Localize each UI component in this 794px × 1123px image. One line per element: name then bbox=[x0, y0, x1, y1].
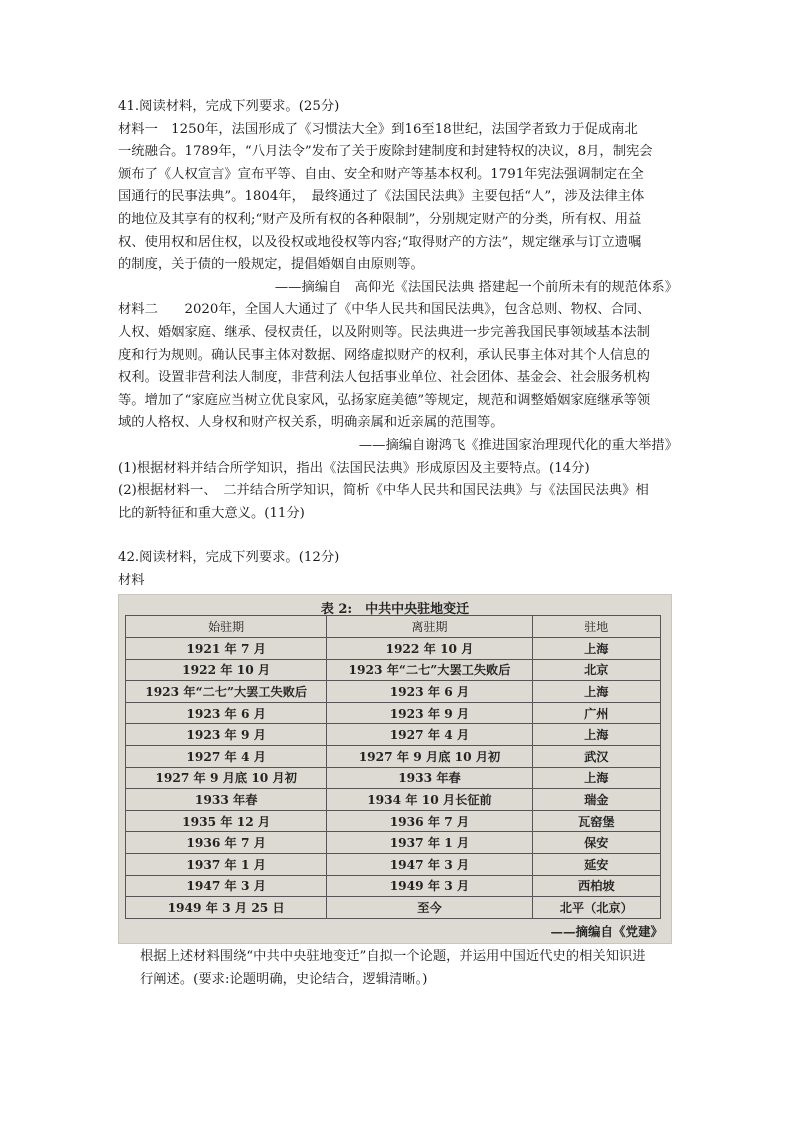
q42-heading: 42.阅读材料，完成下列要求。(12分) bbox=[118, 550, 340, 566]
col-header-location: 驻地 bbox=[532, 616, 660, 638]
cell-start: 1933 年春 bbox=[126, 789, 327, 811]
q41-material1-line: 颁布了《人权宣言》宣布平等、自由、安全和财产等基本权利。1791年宪法强调制定在全 bbox=[118, 166, 644, 182]
q41-heading: 41.阅读材料，完成下列要求。(25分) bbox=[118, 99, 340, 114]
cell-start: 1927 年 9 月底 10 月初 bbox=[126, 767, 327, 789]
cell-location: 北平（北京） bbox=[532, 897, 660, 919]
q41-question-1: (1)根据材料并结合所学知识，指出《法国民法典》形成原因及主要特点。(14分) bbox=[118, 460, 590, 476]
table-row bbox=[126, 659, 661, 681]
q41-material2-line: 域的人格权、人身权和财产权关系，明确亲属和近亲属的范围等。 bbox=[118, 415, 504, 431]
q41-material1-line: 的地位及其享有的权利;“财产及所有权的各种限制”，分别规定财产的分类，所有权、用益 bbox=[118, 211, 642, 227]
cell-location: 西柏坡 bbox=[532, 875, 660, 897]
q41-question-2: (2)根据材料一、 二并结合所学知识，简析《中华人民共和国民法典》与《法国民法典》相 bbox=[118, 483, 649, 499]
table-row bbox=[126, 832, 661, 854]
col-header-start: 始驻期 bbox=[126, 616, 327, 638]
table-row bbox=[126, 724, 661, 746]
cell-end: 1923 年 9 月 bbox=[327, 702, 532, 724]
cell-location: 瓦窑堡 bbox=[532, 810, 660, 832]
table-row bbox=[126, 638, 661, 660]
q41-material2-line: 人权、婚姻家庭、继承、侵权责任，以及附则等。民法典进一步完善我国民事领域基本法制 bbox=[118, 324, 650, 340]
q41-material1-line: 国通行的民事法典”。1804年， 最终通过了《法国民法典》主要包括“人”，涉及法律主体 bbox=[118, 189, 645, 205]
cell-location: 上海 bbox=[532, 724, 660, 746]
cell-end: 至今 bbox=[327, 897, 532, 919]
q42-prompt-line: 行阐述。(要求:论题明确，史论结合，逻辑清晰。) bbox=[140, 972, 428, 988]
question-41 bbox=[118, 96, 678, 525]
table-row bbox=[126, 702, 661, 724]
table-row bbox=[126, 854, 661, 876]
q41-material2-line: 权利。设置非营利法人制度，非营利法人包括事业单位、社会团体、基金会、社会服务机构 bbox=[118, 370, 650, 386]
cell-start: 1923 年“二七”大罢工失败后 bbox=[126, 681, 327, 703]
q41-material2-line: 材料二 2020年，全国人大通过了《中华人民共和国民法典》，包含总则、物权、合同、 bbox=[118, 302, 651, 318]
cell-location: 北京 bbox=[532, 659, 660, 681]
cell-start: 1922 年 10 月 bbox=[126, 659, 327, 681]
cell-start: 1937 年 1 月 bbox=[126, 854, 327, 876]
cell-end: 1922 年 10 月 bbox=[327, 638, 532, 660]
cell-end: 1923 年 6 月 bbox=[327, 681, 532, 703]
table-row bbox=[126, 875, 661, 897]
table-row bbox=[126, 767, 661, 789]
cell-end: 1936 年 7 月 bbox=[327, 810, 532, 832]
table-source: ——摘编自《党建》 bbox=[550, 924, 663, 940]
q42-prompt-line: 根据上述材料围绕“中共中央驻地变迁”自拟一个论题，并运用中国近代史的相关知识进 bbox=[140, 949, 646, 965]
exam-page bbox=[118, 96, 678, 992]
cell-start: 1935 年 12 月 bbox=[126, 810, 327, 832]
q41-source2: ——摘编自谢鸿飞《推进国家治理现代化的重大举措》 bbox=[358, 437, 678, 453]
cell-location: 武汉 bbox=[532, 746, 660, 768]
col-header-end: 离驻期 bbox=[327, 616, 532, 638]
table-row bbox=[126, 897, 661, 919]
cell-start: 1927 年 4 月 bbox=[126, 746, 327, 768]
cell-start: 1949 年 3 月 25 日 bbox=[126, 897, 327, 919]
cell-location: 广州 bbox=[532, 702, 660, 724]
q41-material2-line: 等。增加了“家庭应当树立优良家风，弘扬家庭美德”等规定，规范和调整婚姻家庭继承等领 bbox=[118, 392, 651, 408]
cell-start: 1923 年 6 月 bbox=[126, 702, 327, 724]
q42-material-label: 材料 bbox=[118, 572, 145, 588]
cell-end: 1927 年 9 月底 10 月初 bbox=[327, 746, 532, 768]
q41-question-2-cont: 比的新特征和重大意义。(11分) bbox=[118, 505, 305, 521]
question-42 bbox=[118, 547, 678, 991]
table-header-row bbox=[126, 616, 661, 638]
q41-material1-line: 一统融合。1789年，“八月法令”发布了关于废除封建制度和封建特权的决议，8月，制宪会 bbox=[118, 144, 653, 160]
cell-end: 1934 年 10 月长征前 bbox=[327, 789, 532, 811]
cell-end: 1927 年 4 月 bbox=[327, 724, 532, 746]
cell-start: 1923 年 9 月 bbox=[126, 724, 327, 746]
cell-end: 1937 年 1 月 bbox=[327, 832, 532, 854]
cell-end: 1949 年 3 月 bbox=[327, 875, 532, 897]
q41-source1: ——摘编自 高仰光《法国民法典 搭建起一个前所未有的规范体系》 bbox=[274, 279, 678, 295]
cell-start: 1936 年 7 月 bbox=[126, 832, 327, 854]
q41-material1-line: 的制度，关于债的一般规定，提倡婚姻自由原则等。 bbox=[118, 257, 424, 273]
q41-material1-line: 权、使用权和居住权，以及役权或地役权等内容;“取得财产的方法”，规定继承与订立遗嘱 bbox=[118, 234, 642, 250]
q41-material2-line: 度和行为规则。确认民事主体对数据、网络虚拟财产的权利，承认民事主体对其个人信息的 bbox=[118, 347, 650, 363]
q41-material1-line: 材料一 1250年，法国形成了《习惯法大全》到16至18世纪，法国学者致力于促成南北 bbox=[118, 121, 638, 137]
table-caption: 表 2: 中共中央驻地变迁 bbox=[320, 602, 470, 618]
table-row bbox=[126, 681, 661, 703]
cell-location: 上海 bbox=[532, 681, 660, 703]
hq-location-table bbox=[125, 615, 661, 918]
table-row bbox=[126, 746, 661, 768]
cell-location: 延安 bbox=[532, 854, 660, 876]
cell-location: 上海 bbox=[532, 767, 660, 789]
cell-start: 1921 年 7 月 bbox=[126, 638, 327, 660]
cell-end: 1933 年春 bbox=[327, 767, 532, 789]
cell-end: 1947 年 3 月 bbox=[327, 854, 532, 876]
cell-end: 1923 年“二七”大罢工失败后 bbox=[327, 659, 532, 681]
cell-location: 保安 bbox=[532, 832, 660, 854]
cell-start: 1947 年 3 月 bbox=[126, 875, 327, 897]
cell-location: 上海 bbox=[532, 638, 660, 660]
table-photo bbox=[118, 594, 672, 944]
table-row bbox=[126, 810, 661, 832]
table-row bbox=[126, 789, 661, 811]
cell-location: 瑞金 bbox=[532, 789, 660, 811]
